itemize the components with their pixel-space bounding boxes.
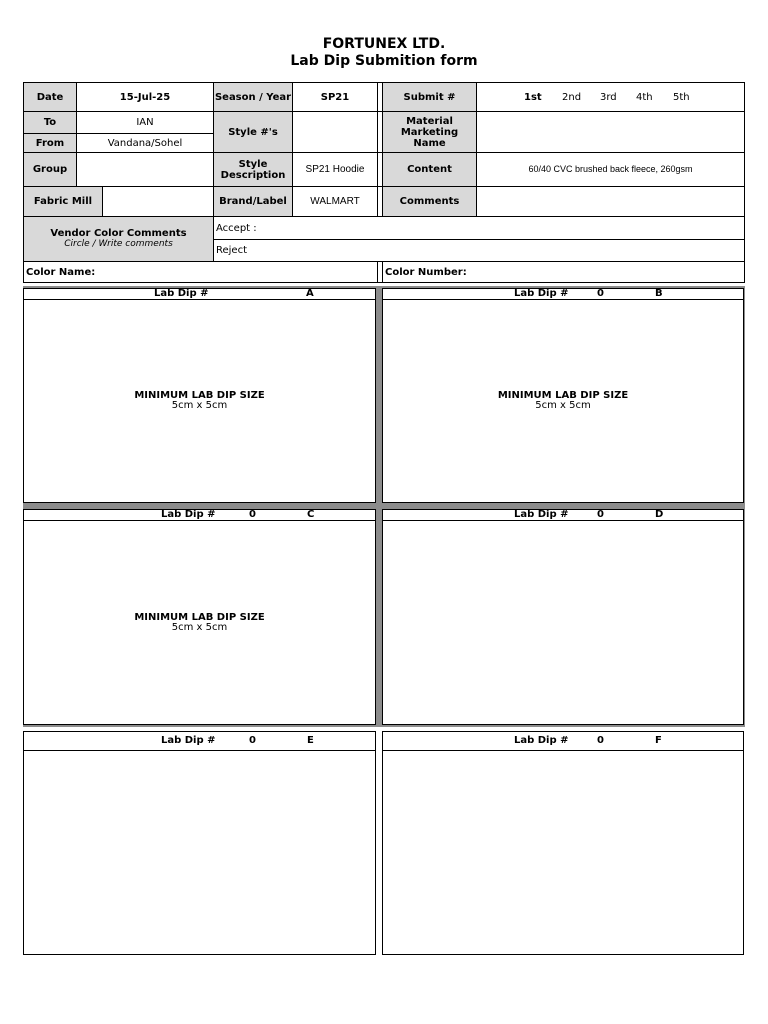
- company-name: FORTUNEX LTD.: [322, 36, 446, 52]
- lab-dip-a-swatch-area[interactable]: [23, 299, 376, 503]
- lab-dip-f-num: 0: [597, 735, 604, 746]
- style-number-field[interactable]: [292, 111, 378, 153]
- lab-dip-a-min-size: MINIMUM LAB DIP SIZE: [134, 390, 265, 401]
- lab-dip-e-num: 0: [249, 735, 256, 746]
- vendor-color-comments-sub: Circle / Write comments: [64, 239, 173, 249]
- lab-dip-b-swatch-area[interactable]: [382, 299, 744, 503]
- lab-dip-c-min-size: MINIMUM LAB DIP SIZE: [134, 611, 265, 623]
- lab-dip-e-letter: E: [307, 735, 314, 746]
- lab-dip-f-header: [382, 731, 744, 751]
- comments-field[interactable]: [476, 186, 745, 217]
- lab-dip-b-label: Lab Dip #: [514, 288, 569, 299]
- submit-label: Submit #: [382, 82, 477, 112]
- lab-dip-d-letter: D: [655, 509, 664, 520]
- to-label: To: [23, 111, 77, 134]
- lab-dip-d-label: Lab Dip #: [514, 509, 569, 520]
- lab-dip-b-min-size: MINIMUM LAB DIP SIZE: [497, 390, 629, 401]
- lab-dip-b-letter: B: [655, 288, 663, 299]
- lab-dip-e-swatch-area[interactable]: [23, 750, 376, 955]
- color-name-field[interactable]: Color Name:: [23, 261, 378, 283]
- lab-dip-e-header: [23, 731, 376, 751]
- reject-field[interactable]: Reject: [213, 239, 745, 262]
- lab-dip-a-letter: A: [306, 288, 314, 299]
- brand-label-field[interactable]: WALMART: [292, 186, 378, 217]
- form-title: Lab Dip Submition form: [290, 53, 478, 69]
- content-label: Content: [382, 152, 477, 187]
- to-field[interactable]: IAN: [76, 111, 214, 134]
- submit-option-1st[interactable]: 1st: [524, 92, 542, 103]
- group-field[interactable]: [76, 152, 214, 187]
- lab-dip-c-swatch-area[interactable]: [23, 520, 376, 725]
- lab-dip-d-swatch-area[interactable]: [382, 520, 744, 725]
- lab-dip-c-label: Lab Dip #: [161, 509, 216, 520]
- accept-field[interactable]: Accept :: [213, 216, 745, 240]
- season-year-label: Season / Year: [213, 82, 293, 112]
- from-label: From: [23, 133, 77, 153]
- date-field[interactable]: 15-Jul-25: [76, 82, 214, 112]
- style-description-label: Style Description: [213, 152, 293, 187]
- lab-dip-d-num: 0: [597, 509, 604, 520]
- submit-option-2nd[interactable]: 2nd: [562, 92, 582, 103]
- color-number-field[interactable]: Color Number:: [382, 261, 745, 283]
- vendor-color-comments-label: Vendor Color Comments: [50, 228, 187, 239]
- material-marketing-name-label: Material Marketing Name: [382, 111, 477, 153]
- brand-label-label: Brand/Label: [213, 186, 293, 217]
- lab-dip-c-size: 5cm x 5cm: [171, 621, 228, 633]
- lab-dip-a-size: 5cm x 5cm: [171, 400, 228, 411]
- submit-option-3rd[interactable]: 3rd: [600, 92, 617, 103]
- submit-option-4th[interactable]: 4th: [636, 92, 653, 103]
- submit-option-5th[interactable]: 5th: [673, 92, 690, 103]
- lab-dip-f-label: Lab Dip #: [514, 735, 569, 746]
- style-number-label: Style #'s: [213, 111, 293, 153]
- lab-dip-b-num: 0: [597, 288, 604, 299]
- lab-dip-b-size: 5cm x 5cm: [535, 400, 591, 411]
- lab-dip-f-letter: F: [655, 735, 662, 746]
- fabric-mill-field[interactable]: [102, 186, 214, 217]
- lab-dip-f-swatch-area[interactable]: [382, 750, 744, 955]
- lab-dip-c-letter: C: [307, 509, 315, 520]
- season-year-field[interactable]: SP21: [292, 82, 378, 112]
- lab-dip-a-label: Lab Dip #: [154, 288, 209, 299]
- lab-dip-e-label: Lab Dip #: [161, 735, 216, 746]
- group-label: Group: [23, 152, 77, 187]
- lab-dip-c-num: 0: [249, 509, 256, 520]
- style-description-field[interactable]: SP21 Hoodie: [292, 152, 378, 187]
- date-label: Date: [23, 82, 77, 112]
- from-field[interactable]: Vandana/Sohel: [76, 133, 214, 153]
- vendor-color-comments-cell: [23, 216, 214, 262]
- material-marketing-name-field[interactable]: [476, 111, 745, 153]
- fabric-mill-label: Fabric Mill: [23, 186, 103, 217]
- comments-label: Comments: [382, 186, 477, 217]
- content-field[interactable]: 60/40 CVC brushed back fleece, 260gsm: [476, 152, 745, 187]
